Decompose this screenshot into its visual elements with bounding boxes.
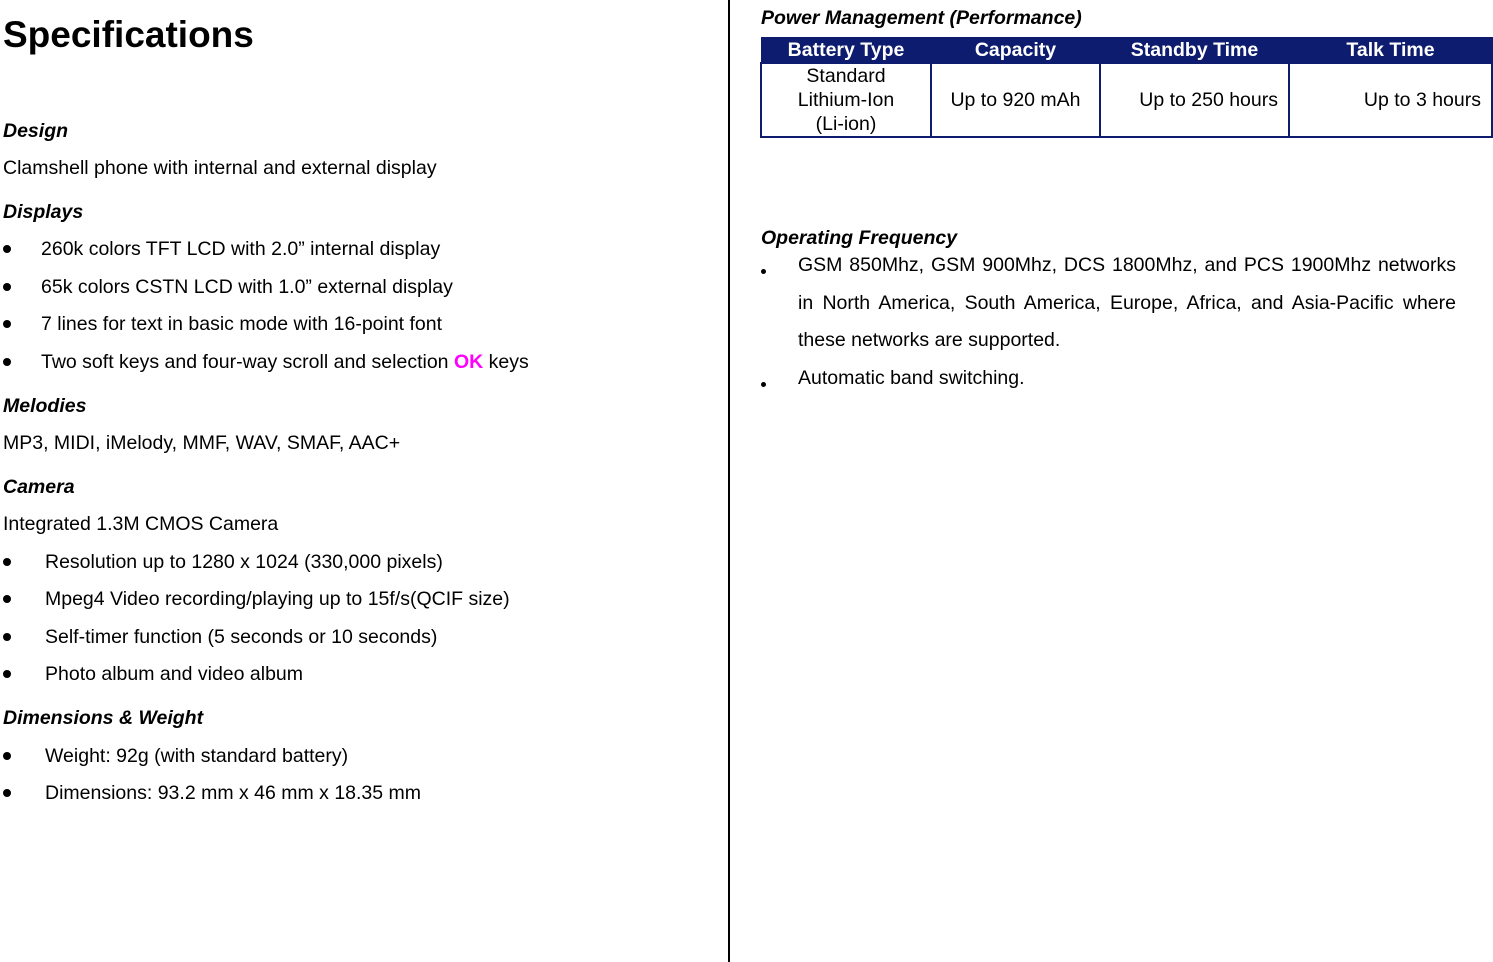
design-heading: Design (3, 120, 69, 142)
battery-type-cell: Standard Lithium-Ion (Li-ion) (761, 63, 931, 137)
frequency-heading: Operating Frequency (761, 227, 958, 249)
bullet-icon (761, 382, 766, 387)
bullet-icon (3, 358, 11, 366)
talk-cell: Up to 3 hours (1289, 63, 1492, 137)
melodies-heading: Melodies (3, 395, 87, 417)
camera-heading: Camera (3, 476, 75, 498)
table-row (761, 63, 1492, 137)
dimensions-heading: Dimensions & Weight (3, 707, 204, 729)
left-column: Specifications Design Clamshell phone with internal and external display Displays 260k colors TFT LCD with 2.0” internal display 65k colors CSTN LCD with 1.0” external display 7 lines for text in basic mode with 16-point font Two soft keys and four-way scroll and selection OK keys Melodies MP3, MIDI, iMelody, MMF, WAV, SMAF, AAC+ Camera Integrated 1.3M CMOS Camera Resolution up to 1280 x 1024 (330,000 pixels) Mpeg4 Video recording/playing up to 15f/s(QCIF size) Self-timer function (5 seconds or 10 seconds) Photo album and video album Dimensions & Weight Weight: 92g (with standard battery) Dimensions: 93.2 mm x 46 mm x 18.35 mm (3, 14, 529, 804)
power-table (760, 37, 1493, 138)
col-talk-time: Talk Time (1289, 38, 1492, 64)
column-divider (728, 0, 730, 962)
bullet-icon (3, 558, 11, 566)
bullet-icon (3, 633, 11, 641)
bullet-icon (3, 283, 11, 291)
bullet-icon (761, 269, 766, 274)
soft-keys-text: Two soft keys and four-way scroll and selection (41, 351, 454, 373)
col-battery-type: Battery Type (761, 38, 931, 64)
right-column (731, 0, 1493, 962)
bullet-icon (3, 752, 11, 760)
power-heading: Power Management (Performance) (761, 7, 1082, 29)
melodies-text: MP3, MIDI, iMelody, MMF, WAV, SMAF, AAC+ (3, 432, 401, 454)
soft-keys-suffix: keys (483, 351, 529, 373)
ok-key-label: OK (453, 351, 484, 373)
bullet-icon (3, 245, 11, 253)
bullet-icon (3, 789, 11, 797)
bullet-icon (3, 595, 11, 603)
displays-heading: Displays (3, 201, 84, 223)
page-title: Specifications (3, 14, 254, 55)
bullet-icon (3, 670, 11, 678)
table-header-row (761, 38, 1492, 64)
standby-cell: Up to 250 hours (1100, 63, 1289, 137)
camera-text: Integrated 1.3M CMOS Camera (3, 513, 279, 535)
capacity-cell: Up to 920 mAh (931, 63, 1100, 137)
frequency-networks-text: GSM 850Mhz, GSM 900Mhz, DCS 1800Mhz, and PCS 1900Mhz networks in North America, South America, Europe, Africa, and Asia-Pacific where these networks are supported. (798, 254, 1456, 351)
col-capacity: Capacity (931, 38, 1100, 64)
col-standby-time: Standby Time (1100, 38, 1289, 64)
bullet-icon (3, 320, 11, 328)
design-text: Clamshell phone with internal and external display (3, 157, 437, 179)
band-switching-text: Automatic band switching. (798, 367, 1025, 389)
